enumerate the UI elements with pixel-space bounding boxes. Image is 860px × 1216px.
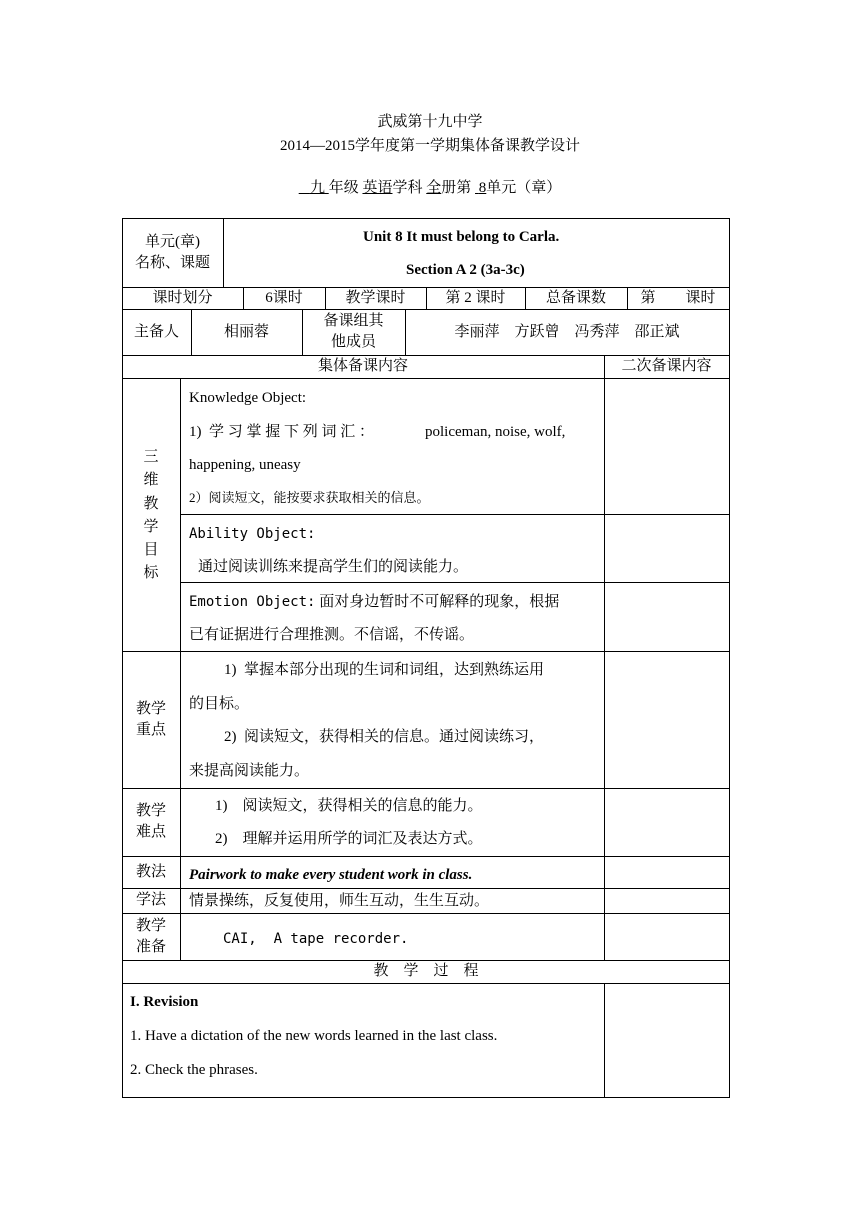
knowledge-line-3: 2）阅读短文，能按要求获取相关的信息。 (189, 490, 430, 505)
volume-value: 全 (426, 180, 442, 196)
unit-suffix: 单元（章） (486, 180, 562, 196)
document-title: 2014—2015学年度第一学期集体备课教学设计 (279, 138, 580, 154)
unit-number: 8 (478, 180, 487, 196)
grade-value: 九 (309, 180, 325, 196)
emotion-line-2: 已有证据进行合理推测。不信谣，不传谣。 (189, 627, 475, 643)
teaching-period-label: 教学课时 (345, 289, 406, 306)
key-points-label: 教学 重点 (135, 700, 166, 738)
other-members: 李丽萍 方跃曾 冯秀萍 邵正斌 (454, 323, 680, 340)
key-point-2-cont: 来提高阅读能力。 (189, 763, 310, 779)
other-members-label: 备课组其 他成员 (323, 313, 384, 350)
ability-text: 通过阅读训练来提高学生们的阅读能力。 (198, 559, 469, 575)
preparation: CAI, A tape recorder. (223, 931, 409, 947)
knowledge-title: Knowledge Object: (189, 390, 307, 406)
teaching-method: Pairwork to make every student work in class. (189, 867, 473, 883)
difficulty-1: 1) 阅读短文，获得相关的信息的能力。 (215, 798, 483, 814)
period-count: 6课时 (265, 289, 303, 306)
unit-label: 单元(章) 名称、课题 (134, 233, 210, 271)
current-period: 第 2 课时 (445, 289, 506, 306)
difficulty-2: 2) 理解并运用所学的词汇及表达方式。 (215, 831, 483, 847)
key-point-1-cont: 的目标。 (189, 696, 250, 712)
key-point-2: 2) 阅读短文，获得相关的信息。通过阅读练习， (224, 729, 544, 745)
subject-value: 英语 (362, 180, 393, 196)
lesson-plan-table (122, 218, 730, 1098)
revision-item-2: 2. Check the phrases. (130, 1062, 258, 1078)
collective-content-header: 集体备课内容 (317, 358, 408, 374)
total-lessons-value: 第 课时 (640, 289, 716, 306)
revision-item-1: 1. Have a dictation of the new words learned in the last class. (130, 1028, 498, 1044)
total-lessons-label: 总备课数 (545, 289, 606, 306)
teaching-method-label: 教法 (135, 863, 166, 880)
key-point-1: 1) 掌握本部分出现的生词和词组，达到熟练运用 (224, 662, 544, 678)
period-division-label: 课时划分 (152, 289, 213, 306)
unit-title: Unit 8 It must belong to Carla. (363, 229, 560, 245)
knowledge-line-2: happening, uneasy (189, 457, 301, 473)
volume-suffix: 册第 (441, 180, 472, 196)
second-content-header: 二次备课内容 (621, 358, 712, 374)
goals-label: 三 维 教 学 目 标 (143, 449, 159, 582)
subject-suffix: 学科 (392, 180, 423, 196)
revision-title: I. Revision (130, 994, 199, 1010)
lead-teacher-label: 主备人 (133, 323, 179, 340)
school-name: 武威第十九中学 (377, 114, 483, 130)
difficulties-label: 教学 难点 (135, 803, 166, 840)
section-title: Section A 2 (3a-3c) (406, 262, 525, 278)
ability-title: Ability Object: (189, 526, 316, 542)
knowledge-line-1-cn: 1) 学 习 掌 握 下 列 词 汇 ： (189, 424, 374, 440)
grade-suffix: 年级 (328, 180, 359, 196)
teaching-process-header: 教 学 过 程 (373, 963, 479, 979)
learning-method: 情景操练，反复使用，师生互动，生生互动。 (189, 893, 490, 909)
lead-teacher-name: 相丽蓉 (223, 323, 269, 340)
course-info-line (0, 176, 860, 197)
preparation-label: 教学 准备 (135, 917, 166, 955)
learning-method-label: 学法 (135, 892, 166, 908)
emotion-line-1: Emotion Object: 面对身边暂时不可解释的现象，根据 (189, 594, 560, 610)
knowledge-line-1-en: policeman, noise, wolf, (425, 424, 566, 440)
